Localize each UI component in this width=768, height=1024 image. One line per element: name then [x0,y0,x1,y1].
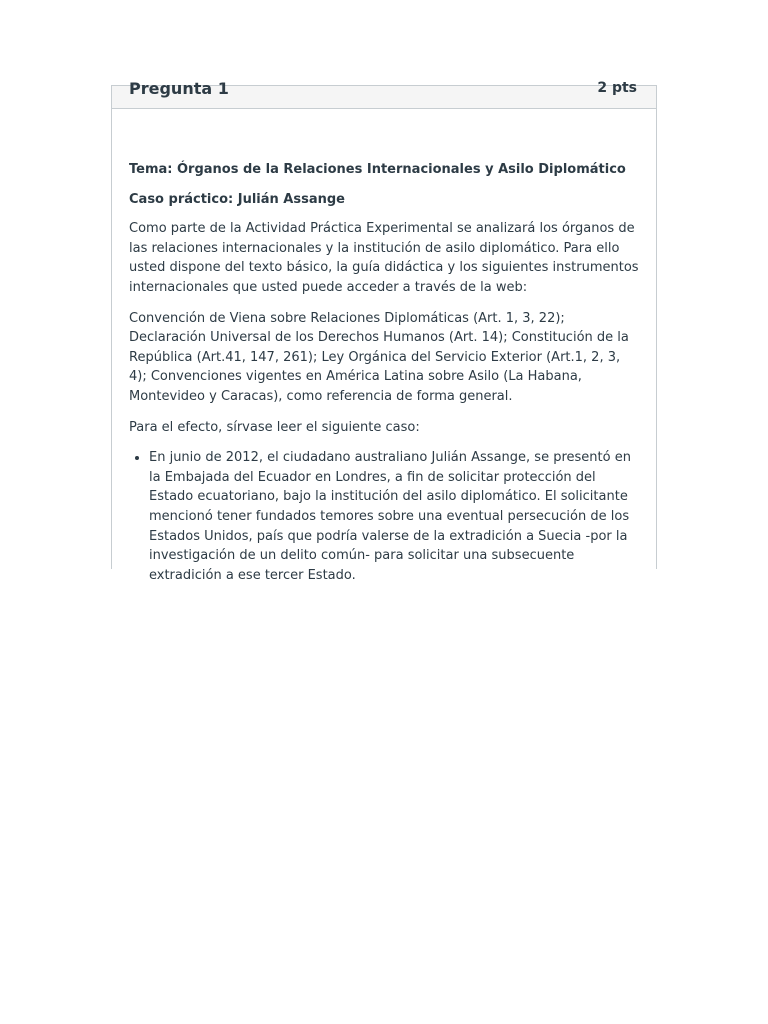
question-header [112,79,656,109]
case-list-item: • En junio de 2012, el ciudadano australiano Julián Assange, se presentó en la Embajada del Ecuador en Londres, a fin de solicitar protección del Estado ecuatoriano, bajo la institución del asilo diplomático. El solicitante mencionó tener fundados temores sobre una eventual persecución de los Estados Unidos, país que podría valerse de la extradición a Suecia -por la investigación de un delito común- para solicitar una subsecuente extradición a ese tercer Estado. [149,448,641,585]
question-points: 2 pts [597,80,637,96]
instruction-paragraph: Para el efecto, sírvase leer el siguiente caso: [129,419,420,435]
topic-heading: Tema: Órganos de la Relaciones Internacionales y Asilo Diplomático [129,162,626,177]
intro-paragraph: Como parte de la Actividad Práctica Experimental se analizará los órganos de las relaciones internacionales y la institución de asilo diplomático. Para ello usted dispone del texto básico, la guía didáctica y los siguientes instrumentos internacionales que usted puede acceder a través de la web: [129,221,639,295]
question-text [129,160,641,585]
instruments-paragraph: Convención de Viena sobre Relaciones Diplomáticas (Art. 1, 3, 22); Declaración Universal de los Derechos Humanos (Art. 14); Constitución de la República (Art.41, 147, 261); Ley Orgánica del Servicio Exterior (Art.1, 2, 3, 4); Convenciones vigentes en América Latina sobre Asilo (La Habana, Montevideo y Caracas), como referencia de forma general. [129,310,629,404]
case-list [129,448,641,585]
case-heading: Caso práctico: Julián Assange [129,191,345,207]
question-title: Pregunta 1 [129,79,229,98]
question-card [111,79,657,583]
